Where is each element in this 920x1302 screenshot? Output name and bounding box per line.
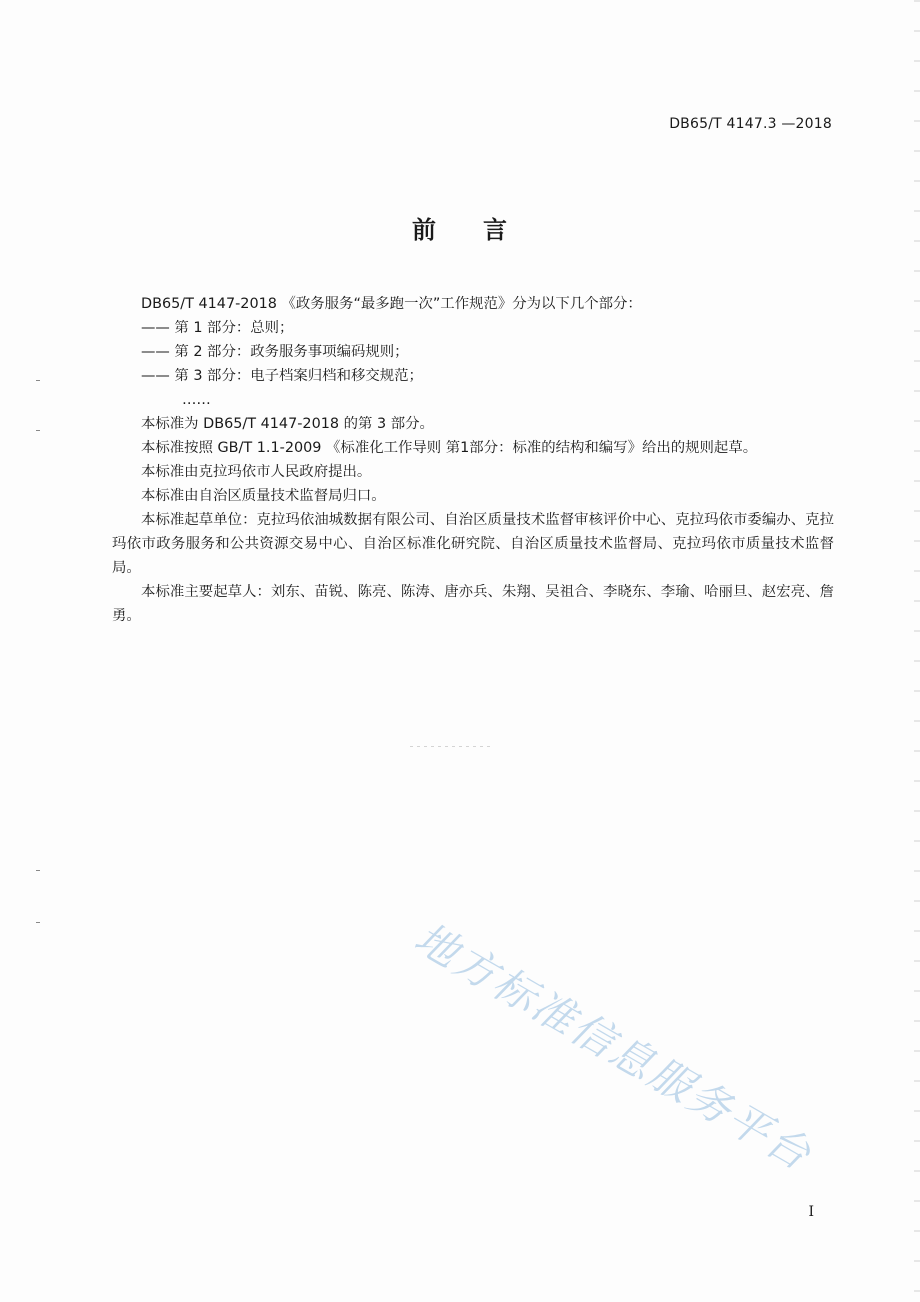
scan-edge (914, 0, 920, 1302)
title-char-2: 言 (483, 216, 508, 244)
title-char-1: 前 (412, 216, 437, 244)
scan-mark (36, 870, 40, 871)
part-list-item: —— 第 3 部分：电子档案归档和移交规范； (141, 368, 423, 384)
scan-artifact-line (410, 746, 490, 747)
page-number: I (808, 1204, 814, 1220)
watermark: 地方标准信息服务平台 (406, 912, 821, 1181)
paragraph-proposer: 本标准由克拉玛依市人民政府提出。 (141, 464, 372, 480)
standard-code: DB65/T 4147.3 —2018 (669, 116, 832, 132)
part-list-item: —— 第 2 部分：政务服务事项编码规则； (141, 344, 409, 360)
foreword-body (112, 292, 834, 628)
part-list-item: —— 第 1 部分：总则； (141, 320, 294, 336)
intro-paragraph: DB65/T 4147-2018 《政务服务“最多跑一次”工作规范》分为以下几个部分： (141, 296, 642, 312)
scan-mark (36, 922, 40, 923)
part-list-ellipsis: …… (182, 392, 211, 408)
paragraph-drafting-rules: 本标准按照 GB/T 1.1-2009 《标准化工作导则 第1部分：标准的结构和编写》给出的规则起草。 (141, 440, 758, 456)
paragraph-drafters: 本标准主要起草人：刘东、苗锐、陈亮、陈涛、唐亦兵、朱翔、吴祖合、李晓东、李瑜、哈丽旦、赵宏亮、詹勇。 (112, 584, 834, 624)
paragraph-part-statement: 本标准为 DB65/T 4147-2018 的第 3 部分。 (141, 416, 434, 432)
paragraph-drafting-units: 本标准起草单位：克拉玛依油城数据有限公司、自治区质量技术监督审核评价中心、克拉玛依市委编办、克拉玛依市政务服务和公共资源交易中心、自治区标准化研究院、自治区质量技术监督局、克拉玛依市质量技术监督局。 (112, 512, 834, 576)
scan-mark (36, 430, 40, 431)
scan-mark (36, 380, 40, 381)
paragraph-administrator: 本标准由自治区质量技术监督局归口。 (141, 488, 386, 504)
page-title (0, 210, 920, 245)
